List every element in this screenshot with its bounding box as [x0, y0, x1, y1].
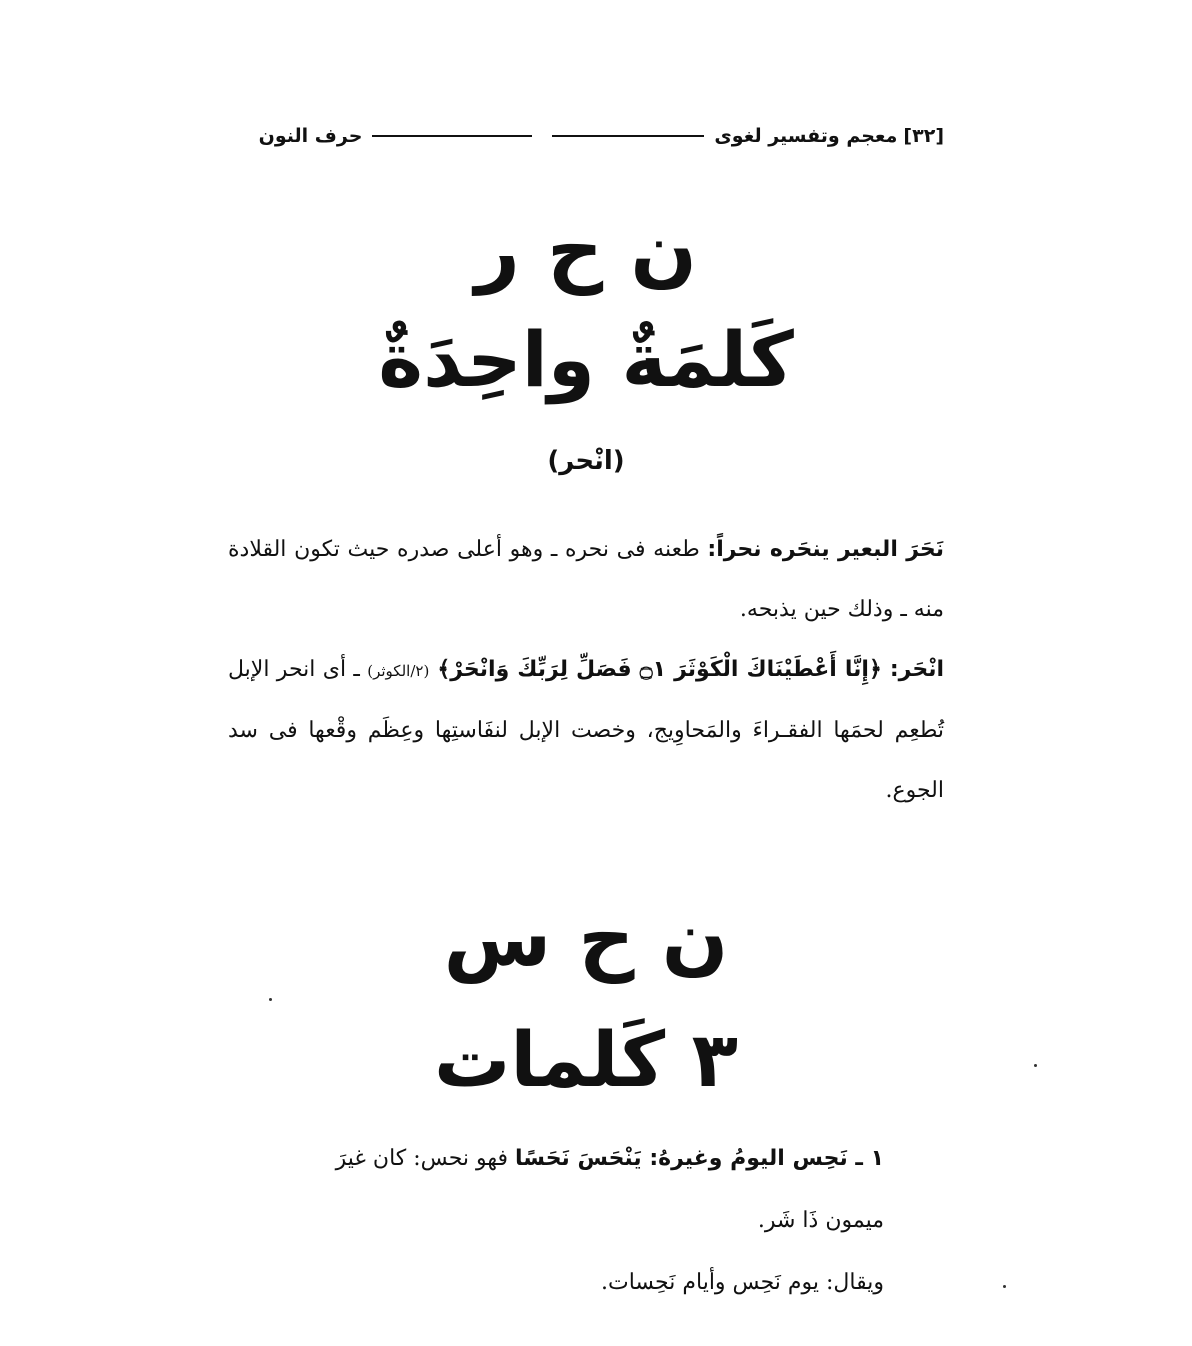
root-title-nhs: ن ح س: [443, 894, 729, 984]
scan-speck: [1003, 1285, 1006, 1288]
definition-text: فهو نحس: كان غيرَ ميمون ذَا شَر.: [335, 1146, 884, 1233]
entry-line: [288, 1128, 884, 1252]
quran-paragraph: [228, 640, 944, 821]
book-title: معجم وتفسير لغوى: [714, 125, 898, 147]
root-title-nhr: ن ح ر: [474, 206, 697, 296]
explanation-text: ـ أى انحر الإبل تُطعِم لحمَها الفقـراءَ والمَحاوِيج، وخصت الإبل لنفَاستِها وعِظَم وقْعها فى سد الجوع.: [228, 657, 944, 803]
word-count-title-2: ٣ كَلمات: [434, 1015, 738, 1104]
headword: انْحَر:: [889, 657, 944, 682]
header-rule: [552, 135, 704, 137]
entry-heading: (انْحر): [547, 446, 625, 476]
running-header: [228, 122, 944, 150]
numbered-entry: [288, 1128, 884, 1314]
header-rule-2: [372, 135, 532, 137]
headword: ١ ـ نَحِس اليومُ وغيرهُ: يَنْحَسَ نَحَسًا: [515, 1146, 884, 1171]
scan-speck: [269, 998, 272, 1001]
headword: نَحَرَ البعير ينحَره نحراً:: [707, 537, 944, 562]
word-count-title: كَلمَةٌ واحِدَةٌ: [378, 315, 794, 404]
document-page: [228, 0, 944, 1346]
section-title: حرف النون: [258, 125, 363, 147]
definition-paragraph: [228, 520, 944, 640]
quran-quote: ﴿إِنَّا أَعْطَيْنَاكَ الْكَوْثَرَ ۝١ فَصَلِّ لِرَبِّكَ وَانْحَرْ﴾: [429, 657, 890, 682]
definition-text: طعنه فى نحره ـ وهو أعلى صدره حيث تكون القلادة منه ـ وذلك حين يذبحه.: [228, 537, 944, 622]
page-number: [٣٢]: [903, 125, 944, 147]
verse-reference: (٢/الكوثر): [367, 662, 430, 680]
scan-speck: [1034, 1064, 1037, 1067]
entry-line-2: ويقال: يوم نَحِس وأيام نَحِسات.: [601, 1270, 884, 1295]
